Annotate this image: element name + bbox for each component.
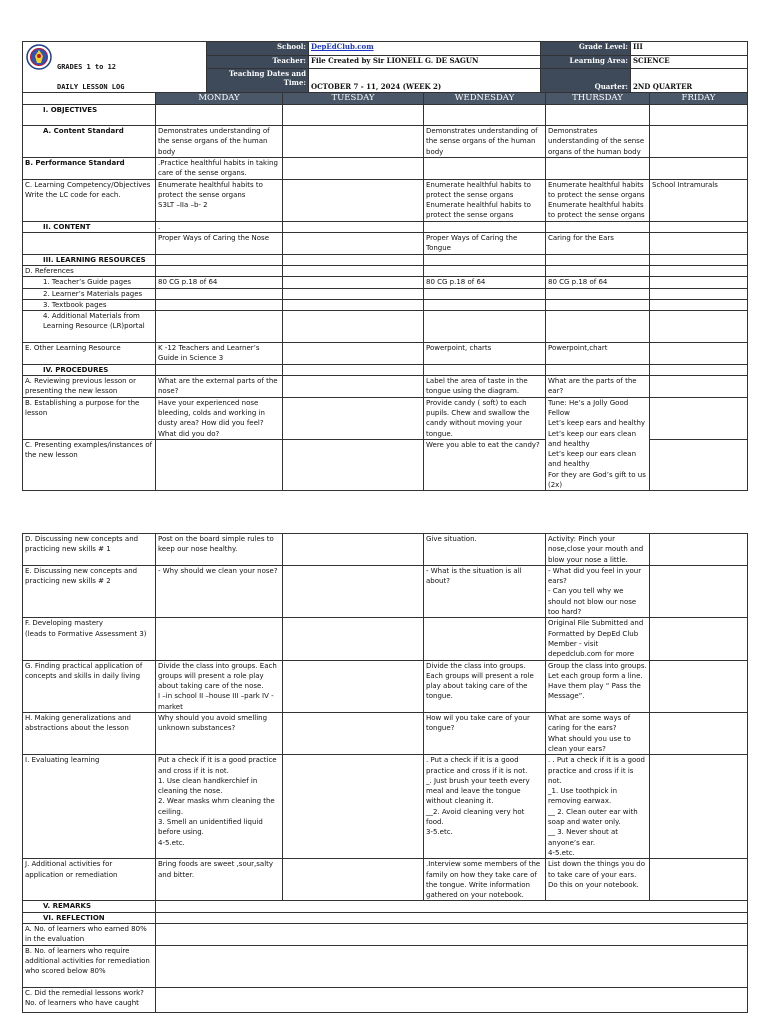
- day-friday: FRIDAY: [650, 93, 748, 105]
- purpose-wed: Provide candy ( soft) to each pupils. Chew and swallow the candy without moving your tongue.: [424, 397, 546, 439]
- day-wednesday: WEDNESDAY: [424, 93, 546, 105]
- application-thu: Group the class into groups. Let each group form a line. Have them play “ Pass the Message”.: [546, 660, 650, 712]
- application-label: G. Finding practical application of concepts and skills in daily living: [23, 660, 156, 712]
- content-standard-fri: [650, 126, 748, 158]
- application-mon: Divide the class into groups. Each groups will present a role play about taking care of the nose. I –in school II –house III –park IV - market: [156, 660, 283, 712]
- application-wed: Divide the class into groups. Each groups will present a role play about taking care of the tongue.: [424, 660, 546, 712]
- competency-label: C. Learning Competency/Objectives Write the LC code for each.: [23, 179, 156, 221]
- lesson-grid-week-part1: [22, 92, 748, 491]
- mastery-label: F. Developing mastery (leads to Formative Assessment 3): [23, 618, 156, 660]
- quarter-label: Quarter:: [541, 69, 631, 93]
- area-label: Learning Area:: [541, 55, 631, 69]
- objectives-row: [23, 105, 748, 126]
- content-heading: II. CONTENT: [23, 221, 156, 232]
- school-value: [309, 42, 541, 56]
- generalizations-label: H. Making generalizations and abstractions about the lesson: [23, 713, 156, 755]
- teachers-guide-row: [23, 277, 748, 288]
- content-standard-label: A. Content Standard: [23, 126, 156, 158]
- additional-row: [23, 859, 748, 901]
- generalizations-mon: Why should you avoid smelling unknown substances?: [156, 713, 283, 755]
- competency-mon: Enumerate healthful habits to protect the sense organs S3LT –IIa –b- 2: [156, 179, 283, 221]
- competency-row: [23, 179, 748, 221]
- mastery-thu: Original File Submitted and Formatted by DepEd Club Member - visit depedclub.com for more: [546, 618, 650, 660]
- purpose-thu: Tune: He’s a Jolly Good Fellow Let’s keep ears and healthy Let’s keep our ears clean and healthy Let’s keep our ears clean and healthy For they are God’s gift to us (2x): [546, 397, 650, 491]
- additional-mon: Bring foods are sweet ,sour,salty and bitter.: [156, 859, 283, 901]
- title-line2: DAILY LESSON LOG: [57, 83, 125, 91]
- resources-heading: III. LEARNING RESOURCES: [23, 254, 156, 265]
- other-resources-label: E. Other Learning Resource: [23, 343, 156, 365]
- content-tue: [283, 233, 424, 255]
- additional-thu: List down the things you do to take care of your ears. Do this on your notebook.: [546, 859, 650, 901]
- discuss2-wed: - What is the situation is all about?: [424, 565, 546, 617]
- remarks-row: [23, 901, 748, 912]
- reflection-c-label: C. Did the remedial lessons work? No. of learners who have caught: [23, 987, 156, 1012]
- evaluating-wed: . Put a check if it is a good practice and cross if it is not. _. Just brush your teeth every meal and leave the tongue without cleaning it. __2. Avoid cleaning very hot food. 3-5.etc.: [424, 755, 546, 859]
- deped-seal-icon: [26, 44, 52, 70]
- generalizations-thu: What are some ways of caring for the ears? What should you use to clean your ears?: [546, 713, 650, 755]
- grade-value: III: [631, 42, 748, 56]
- evaluating-thu: . . Put a check if it is a good practice and cross if it is not. _1. Use toothpick in removing earwax. __ 2. Clean outer ear with soap and water only. __ 3. Never shout at anyone’s ear. 4-5.etc.: [546, 755, 650, 859]
- additional-label: J. Additional activities for application or remediation: [23, 859, 156, 901]
- discuss2-mon: - Why should we clean your nose?: [156, 565, 283, 617]
- area-value: SCIENCE: [631, 55, 748, 69]
- review-mon: What are the external parts of the nose?: [156, 376, 283, 398]
- discuss1-label: D. Discussing new concepts and practicing new skills # 1: [23, 534, 156, 566]
- remarks-heading: V. REMARKS: [23, 901, 156, 912]
- teacher-value: File Created by Sir LIONELL G. DE SAGUN: [309, 55, 541, 69]
- teachers-guide-wed: 80 CG p.18 of 64: [424, 277, 546, 288]
- day-tuesday: TUESDAY: [283, 93, 424, 105]
- day-thursday: THURSDAY: [546, 93, 650, 105]
- content-thu: Caring for the Ears: [546, 233, 650, 255]
- additional-materials-row: [23, 311, 748, 343]
- other-resources-mon: K -12 Teachers and Learner’s Guide in Science 3: [156, 343, 283, 365]
- other-resources-thu: Powerpoint,chart: [546, 343, 650, 365]
- objectives-heading: I. OBJECTIVES: [23, 105, 156, 126]
- competency-wed: Enumerate healthful habits to protect the sense organs Enumerate healthful habits to protect the sense organs: [424, 179, 546, 221]
- reflection-c-row: [23, 987, 748, 1012]
- application-row: [23, 660, 748, 712]
- resources-row: [23, 254, 748, 265]
- school-link[interactable]: DepEdClub.com: [311, 42, 374, 51]
- examples-wed: Were you able to eat the candy?: [424, 440, 546, 491]
- day-header-row: [23, 93, 748, 105]
- learners-materials-row: [23, 288, 748, 299]
- reflection-row: [23, 912, 748, 923]
- discuss1-thu: Activity: Pinch your nose,close your mouth and blow your nose a little.: [546, 534, 650, 566]
- discuss2-thu: - What did you feel in your ears? - Can you tell why we should not blow our nose too hard?: [546, 565, 650, 617]
- discuss2-row: [23, 565, 748, 617]
- review-thu: What are the parts of the ear?: [546, 376, 650, 398]
- generalizations-wed: How wil you take care of your tongue?: [424, 713, 546, 755]
- mastery-row: [23, 618, 748, 660]
- content-standard-mon: Demonstrates understanding of the sense organs of the human body: [156, 126, 283, 158]
- other-resources-row: [23, 343, 748, 365]
- day-monday: MONDAY: [156, 93, 283, 105]
- grade-label: Grade Level:: [541, 42, 631, 56]
- evaluating-mon: Put a check if it is a good practice and cross if it is not. 1. Use clean handkerchief in cleaning the nose. 2. Wear masks whrn cleaning the ceiling. 3. Smell an unidentified liquid before using. 4-5.etc.: [156, 755, 283, 859]
- school-label: School:: [207, 42, 309, 56]
- competency-fri: School Intramurals: [650, 179, 748, 221]
- content-topic-row: [23, 233, 748, 255]
- additional-wed: .Interview some members of the family on how they take care of the tongue. Write information gathered on your notebook.: [424, 859, 546, 901]
- purpose-label: B. Establishing a purpose for the lesson: [23, 397, 156, 439]
- examples-label: C. Presenting examples/instances of the new lesson: [23, 440, 156, 491]
- generalizations-row: [23, 713, 748, 755]
- discuss1-mon: Post on the board simple rules to keep our nose healthy.: [156, 534, 283, 566]
- purpose-mon: Have your experienced nose bleeding, colds and working in dusty area? How did you feel? What did you do?: [156, 397, 283, 439]
- review-label: A. Reviewing previous lesson or presenting the new lesson: [23, 376, 156, 398]
- performance-standard-row: [23, 158, 748, 180]
- references-label: D. References: [23, 265, 156, 276]
- reflection-a-row: [23, 923, 748, 945]
- content-wed: Proper Ways of Caring the Tongue: [424, 233, 546, 255]
- header-table: [22, 41, 748, 93]
- teachers-guide-label: 1. Teacher’s Guide pages: [23, 277, 156, 288]
- review-row: [23, 376, 748, 398]
- content-mon: Proper Ways of Caring the Nose: [156, 233, 283, 255]
- evaluating-row: [23, 755, 748, 859]
- competency-tue: [283, 179, 424, 221]
- additional-materials-label: 4. Additional Materials from Learning Resource (LR)portal: [23, 311, 156, 343]
- teachers-guide-thu: 80 CG p.18 of 64: [546, 277, 650, 288]
- discuss1-wed: Give situation.: [424, 534, 546, 566]
- content-standard-thu: Demonstrates understanding of the sense organs of the human body: [546, 126, 650, 158]
- references-row: [23, 265, 748, 276]
- other-resources-wed: Powerpoint, charts: [424, 343, 546, 365]
- purpose-row: [23, 397, 748, 439]
- procedures-row: [23, 364, 748, 375]
- content-standard-tue: [283, 126, 424, 158]
- procedures-heading: IV. PROCEDURES: [23, 364, 156, 375]
- textbook-row: [23, 299, 748, 310]
- learners-materials-label: 2. Learner’s Materials pages: [23, 288, 156, 299]
- reflection-b-row: [23, 945, 748, 987]
- log-title: [23, 42, 207, 93]
- dates-label: Teaching Dates and Time:: [207, 69, 309, 93]
- lesson-grid-week-part2: [22, 533, 748, 1013]
- teachers-guide-mon: 80 CG p.18 of 64: [156, 277, 283, 288]
- content-fri: [650, 233, 748, 255]
- reflection-b-label: B. No. of learners who require additional activities for remediation who scored below 80%: [23, 945, 156, 987]
- review-wed: Label the area of taste in the tongue using the diagram.: [424, 376, 546, 398]
- textbook-label: 3. Textbook pages: [23, 299, 156, 310]
- evaluating-label: I. Evaluating learning: [23, 755, 156, 859]
- dates-value: OCTOBER 7 - 11, 2024 (WEEK 2): [309, 69, 541, 93]
- title-line1: GRADES 1 to 12: [57, 63, 117, 71]
- reflection-a-label: A. No. of learners who earned 80% in the evaluation: [23, 923, 156, 945]
- teacher-label: Teacher:: [207, 55, 309, 69]
- content-row: [23, 221, 748, 232]
- day-header-blank: [23, 93, 156, 105]
- content-mon-dot: .: [156, 221, 283, 232]
- quarter-value: 2ND QUARTER: [631, 69, 748, 93]
- content-standard-row: [23, 126, 748, 158]
- discuss1-row: [23, 534, 748, 566]
- performance-standard-mon: .Practice healthful habits in taking care of the sense organs.: [156, 158, 283, 180]
- performance-standard-label: B. Performance Standard: [23, 158, 156, 180]
- discuss2-label: E. Discussing new concepts and practicing new skills # 2: [23, 565, 156, 617]
- content-standard-wed: Demonstrates understanding of the sense organs of the human body: [424, 126, 546, 158]
- competency-thu: Enumerate healthful habits to protect the sense organs Enumerate healthful habits to protect the sense organs: [546, 179, 650, 221]
- reflection-heading: VI. REFLECTION: [23, 912, 156, 923]
